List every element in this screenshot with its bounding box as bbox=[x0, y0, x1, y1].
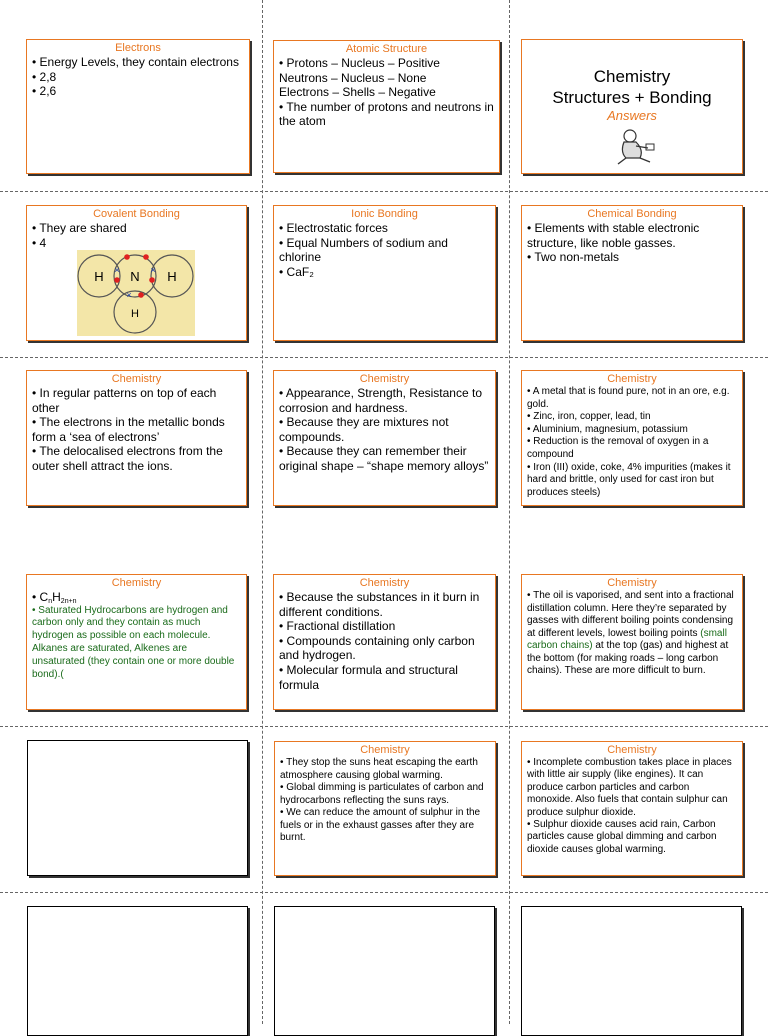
card-line: • Fractional distillation bbox=[279, 619, 396, 634]
card-global-warming bbox=[274, 741, 496, 876]
card-title-answers bbox=[521, 39, 743, 174]
card-fractional-distillation bbox=[521, 574, 743, 710]
atom-label-n: N bbox=[130, 269, 140, 284]
atom-label-h-left: H bbox=[94, 269, 104, 284]
svg-text:×: × bbox=[126, 290, 132, 300]
card-line: • Reduction is the removal of oxygen in a compound bbox=[527, 436, 709, 460]
card-line: • Zinc, iron, copper, lead, tin bbox=[527, 411, 651, 423]
main-title-line2: Structures + Bonding bbox=[552, 88, 712, 107]
card-line: • In regular patterns on top of each other bbox=[32, 386, 217, 415]
card-line: • Electrostatic forces bbox=[279, 221, 388, 235]
cut-line-horizontal-3 bbox=[0, 726, 768, 727]
card-blank bbox=[27, 906, 248, 1036]
card-title: Chemistry bbox=[607, 373, 657, 385]
character-illustration bbox=[610, 126, 660, 166]
card-line: • Protons – Nucleus – Positive bbox=[279, 56, 440, 70]
card-alkanes bbox=[26, 574, 247, 710]
cut-line-vertical-1 bbox=[262, 0, 263, 1024]
card-title: Ionic Bonding bbox=[351, 208, 418, 220]
card-fuels bbox=[273, 574, 496, 710]
card-line: • Energy Levels, they contain electrons bbox=[32, 55, 239, 69]
answers-label: Answers bbox=[607, 108, 657, 123]
alkane-formula: • $C_nH_{2n+n}$ bbox=[32, 590, 77, 605]
card-combustion bbox=[521, 741, 743, 876]
card-alloys bbox=[273, 370, 496, 506]
card-line: • The number of protons and neutrons in the atom bbox=[279, 99, 494, 129]
card-title: Covalent Bonding bbox=[93, 208, 180, 220]
card-line: Neutrons – Nucleus – None bbox=[279, 70, 427, 85]
card-line: • Elements with stable electronic structure, like noble gasses. bbox=[527, 221, 700, 250]
card-line: • 2,8 bbox=[32, 69, 57, 84]
card-paragraph: • The oil is vaporised, and sent into a fractional distillation column. Here they’re separated by gasses with different boiling points condensing at different levels, lowest boiling points (small carbon chains) at the top (gas) and highest at the bottom (for making roads – long carbon chains). These are more difficult to burn. bbox=[527, 590, 734, 676]
card-electrons bbox=[26, 39, 250, 174]
card-title: Chemistry bbox=[111, 373, 162, 385]
svg-text:×: × bbox=[114, 265, 120, 275]
card-line: • Because they are mixtures not compounds. bbox=[279, 415, 449, 444]
card-line: • Sulphur dioxide causes acid rain, Carbon particles cause global dimming and carbon dioxide causes global warming. bbox=[527, 819, 717, 855]
card-line: • We can reduce the amount of sulphur in the fuels or in the exhaust gasses after they are burnt. bbox=[280, 807, 481, 843]
card-blank bbox=[521, 906, 742, 1036]
card-title: Electrons bbox=[115, 42, 161, 54]
card-title: Chemistry bbox=[359, 373, 410, 385]
card-ionic-bonding bbox=[273, 205, 496, 341]
card-title: Chemistry bbox=[360, 744, 410, 756]
card-title: Chemical Bonding bbox=[587, 208, 677, 220]
card-line: • A metal that is found pure, not in an ore, e.g. gold. bbox=[527, 386, 730, 410]
svg-text:×: × bbox=[150, 265, 156, 275]
main-title-line1: Chemistry bbox=[593, 67, 671, 86]
card-line: • Aluminium, magnesium, potassium bbox=[527, 423, 688, 435]
card-covalent-bonding bbox=[26, 205, 247, 341]
card-atomic-structure bbox=[273, 40, 500, 173]
card-line: • 2,6 bbox=[32, 84, 57, 99]
card-line: • They are shared bbox=[32, 221, 127, 235]
cut-line-horizontal-2 bbox=[0, 357, 768, 358]
card-metallic-structure bbox=[26, 370, 247, 506]
card-line: • Because they can remember their original shape – “shape memory alloys” bbox=[279, 444, 489, 473]
card-line: • Equal Numbers of sodium and chlorine bbox=[279, 235, 448, 265]
card-metals bbox=[521, 370, 743, 506]
ammonia-dot-cross-diagram bbox=[77, 250, 195, 336]
card-line: • The electrons in the metallic bonds form a ‘sea of electrons’ bbox=[32, 415, 225, 444]
card-green-text: • Saturated Hydrocarbons are hydrogen and carbon only and they contain as much hydrogen as possible on each molecule. Alkanes are saturated, Alkenes are unsaturated (they contain one or more double bond).( bbox=[32, 604, 235, 680]
card-line: • Molecular formula and structural formula bbox=[279, 662, 458, 692]
card-title: Chemistry bbox=[111, 577, 162, 589]
card-line: • Incomplete combustion takes place in places with little air supply (like engines). It can produce carbon particles and carbon monoxide. Also fuels that contain sulphur can produce sulphur dioxide. bbox=[527, 757, 732, 818]
card-line: • CaF₂ bbox=[279, 264, 314, 279]
card-line: • Compounds containing only carbon and hydrogen. bbox=[279, 633, 475, 663]
card-line: • Iron (III) oxide, coke, 4% impurities (makes it hard and brittle, only used for cast iron but produces steels) bbox=[527, 461, 731, 498]
card-title: Atomic Structure bbox=[345, 43, 428, 55]
card-title: Chemistry bbox=[359, 577, 410, 589]
card-line: • 4 bbox=[32, 235, 47, 250]
card-line: • The delocalised electrons from the outer shell attract the ions. bbox=[32, 444, 223, 473]
card-line: • Appearance, Strength, Resistance to corrosion and hardness. bbox=[279, 386, 482, 415]
cut-line-vertical-2 bbox=[509, 0, 510, 1024]
card-chemical-bonding bbox=[521, 205, 743, 341]
card-title: Chemistry bbox=[607, 744, 657, 756]
card-blank bbox=[27, 740, 248, 876]
atom-label-h-right: H bbox=[167, 269, 177, 284]
card-line: • Global dimming is particulates of carbon and hydrocarbons reflecting the suns rays. bbox=[280, 782, 484, 806]
atom-label-h-bottom: H bbox=[131, 308, 139, 320]
card-line: Electrons – Shells – Negative bbox=[279, 85, 436, 100]
card-title: Chemistry bbox=[607, 577, 657, 589]
card-blank bbox=[274, 906, 495, 1036]
card-line: • Two non-metals bbox=[527, 250, 620, 265]
card-line: • They stop the suns heat escaping the earth atmosphere causing global warming. bbox=[280, 757, 478, 781]
cut-line-horizontal-1 bbox=[0, 191, 768, 192]
card-line: • Because the substances in it burn in different conditions. bbox=[279, 590, 480, 619]
cut-line-horizontal-4 bbox=[0, 892, 768, 893]
